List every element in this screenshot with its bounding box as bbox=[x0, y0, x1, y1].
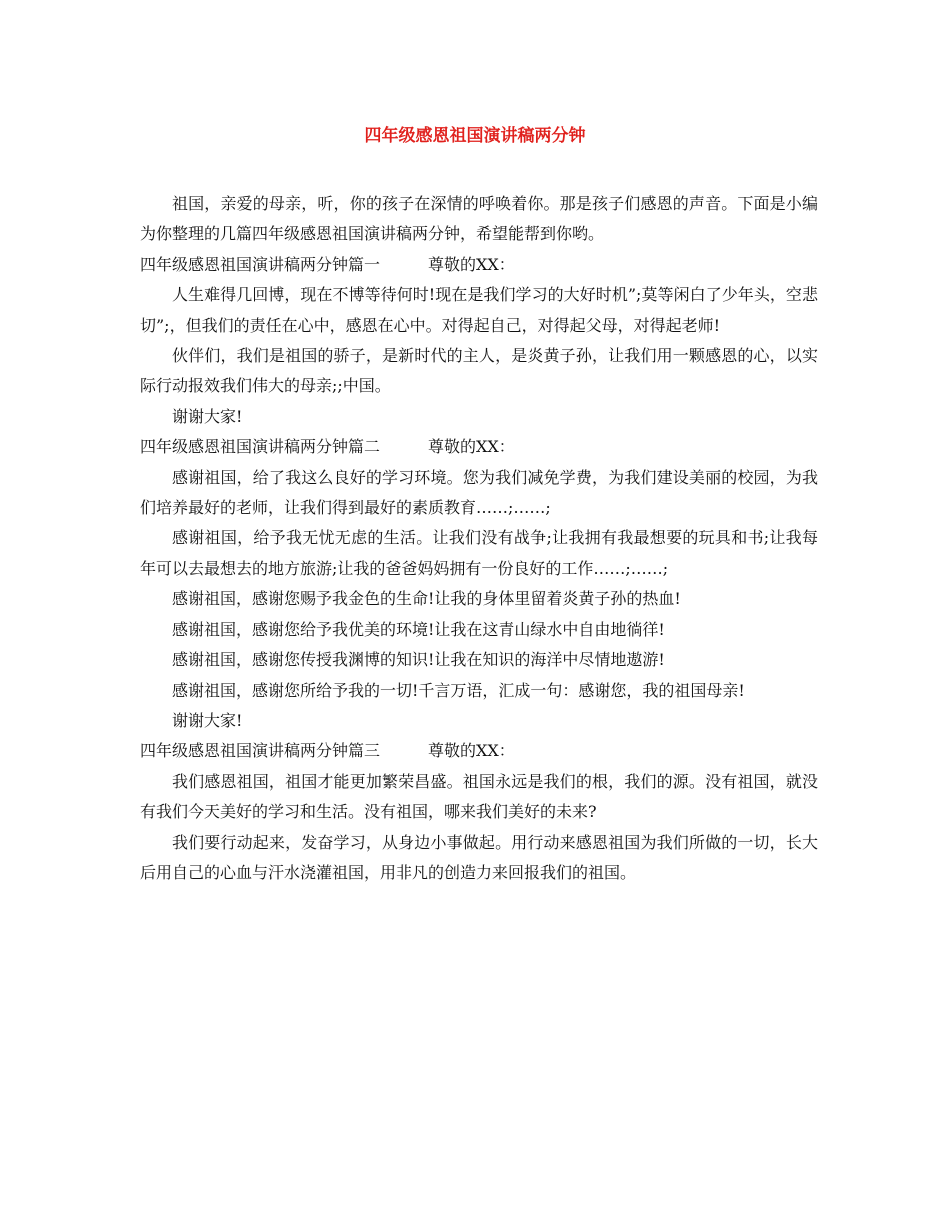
section-heading: 四年级感恩祖国演讲稿两分钟篇二 bbox=[140, 437, 381, 457]
intro-paragraph: 祖国，亲爱的母亲，听，你的孩子在深情的呼唤着你。那是孩子们感恩的声音。下面是小编为你整理的几篇四年级感恩祖国演讲稿两分钟，希望能帮到你哟。 bbox=[140, 194, 818, 244]
section-heading: 四年级感恩祖国演讲稿两分钟篇一 bbox=[140, 254, 381, 274]
section-3-heading-line bbox=[140, 736, 818, 766]
salutation: 尊敬的XX： bbox=[428, 437, 515, 457]
body-paragraph: 感谢祖国，给予我无忧无虑的生活。让我们没有战争;让我拥有我最想要的玩具和书;让我每年可以去最想去的地方旅游;让我的爸爸妈妈拥有一份良好的工作……;……; bbox=[140, 528, 818, 578]
body-paragraph: 我们要行动起来，发奋学习，从身边小事做起。用行动来感恩祖国为我们所做的一切，长大后用自己的心血与汗水浇灌祖国，用非凡的创造力来回报我们的祖国。 bbox=[140, 832, 818, 882]
document-body bbox=[140, 189, 818, 888]
body-paragraph: 感谢祖国，感谢您赐予我金色的生命!让我的身体里留着炎黄子孙的热血! bbox=[172, 589, 681, 609]
body-paragraph: 我们感恩祖国，祖国才能更加繁荣昌盛。祖国永远是我们的根，我们的源。没有祖国，就没有我们今天美好的学习和生活。没有祖国，哪来我们美好的未来? bbox=[140, 771, 818, 822]
section-heading: 四年级感恩祖国演讲稿两分钟篇三 bbox=[140, 741, 381, 761]
body-paragraph: 谢谢大家! bbox=[172, 406, 243, 426]
salutation: 尊敬的XX： bbox=[428, 254, 515, 274]
body-paragraph: 感谢祖国，感谢您给予我优美的环境!让我在这青山绿水中自由地徜徉! bbox=[172, 619, 665, 639]
body-paragraph: 感谢祖国，给了我这么良好的学习环境。您为我们减免学费，为我们建设美丽的校园，为我们培养最好的老师，让我们得到最好的素质教育……;……; bbox=[140, 467, 818, 518]
body-paragraph: 谢谢大家! bbox=[172, 710, 243, 730]
salutation: 尊敬的XX： bbox=[428, 741, 515, 761]
body-paragraph: 感谢祖国，感谢您传授我渊博的知识!让我在知识的海洋中尽情地遨游! bbox=[172, 650, 665, 670]
document-title: 四年级感恩祖国演讲稿两分钟 bbox=[364, 126, 586, 146]
body-paragraph: 伙伴们，我们是祖国的骄子，是新时代的主人，是炎黄子孙，让我们用一颗感恩的心，以实际行动报效我们伟大的母亲;;中国。 bbox=[140, 346, 818, 396]
body-paragraph: 感谢祖国，感谢您所给予我的一切!千言万语，汇成一句：感谢您，我的祖国母亲! bbox=[172, 680, 745, 700]
section-2-heading-line bbox=[140, 432, 818, 462]
body-paragraph: 人生难得几回博，现在不博等待何时!现在是我们学习的大好时机”;莫等闲白了少年头，空悲切”;，但我们的责任在心中，感恩在心中。对得起自己，对得起父母，对得起老师! bbox=[140, 285, 818, 335]
section-1-heading-line bbox=[140, 250, 818, 280]
